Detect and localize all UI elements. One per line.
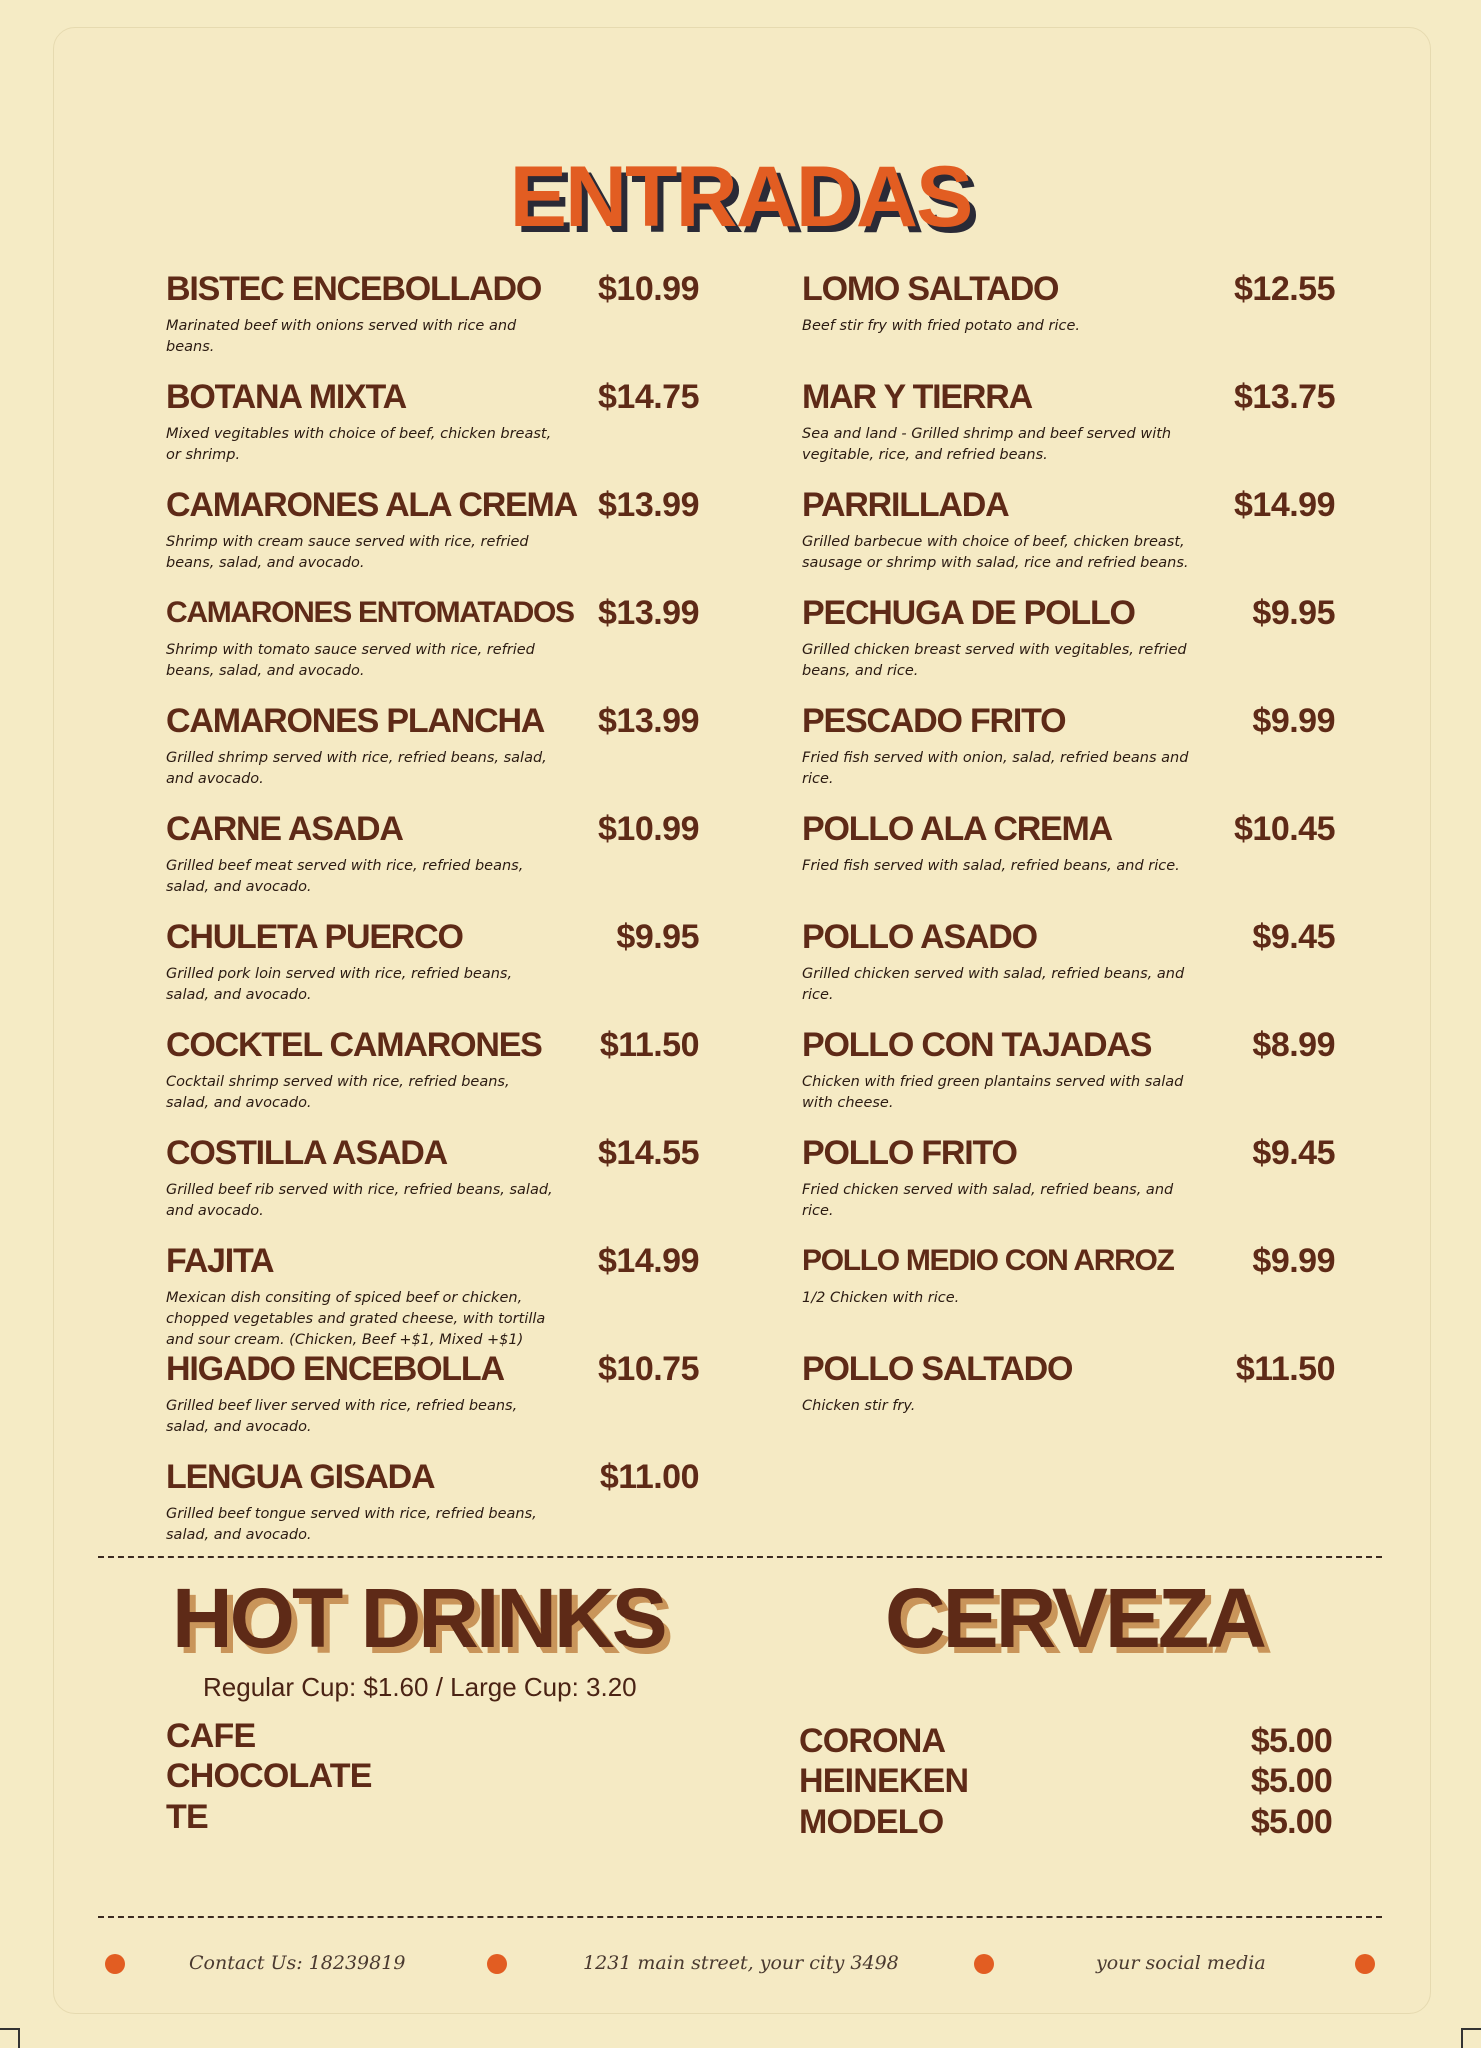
menu-item: [166, 1026, 699, 1134]
item-name: CAMARONES PLANCHA: [166, 702, 545, 740]
menu-item: [802, 1350, 1335, 1458]
item-name: PARRILLADA: [802, 486, 1009, 524]
menu-item: [802, 1242, 1335, 1350]
item-description: Shrimp with cream sauce served with rice, refried beans, salad, and avocado.: [166, 534, 529, 571]
item-description: Grilled beef tongue served with rice, refried beans, salad, and avocado.: [166, 1506, 537, 1543]
item-name: PECHUGA DE POLLO: [802, 594, 1135, 632]
item-price: $9.45: [1252, 918, 1335, 956]
menu-item: [802, 1026, 1335, 1134]
item-price: $11.00: [599, 1458, 699, 1496]
item-price: $9.95: [616, 918, 699, 956]
menu-item: [166, 810, 699, 918]
item-description: Chicken with fried green plantains served with salad with cheese.: [802, 1074, 1184, 1111]
item-name: POLLO FRITO: [802, 1134, 1017, 1172]
item-price: $14.55: [598, 1134, 699, 1172]
item-price: $13.99: [598, 594, 699, 632]
hot-drink-item: TE: [166, 1798, 208, 1836]
item-name: COSTILLA ASADA: [166, 1134, 447, 1172]
beer-name: HEINEKEN: [799, 1762, 969, 1800]
item-price: $9.99: [1252, 1242, 1335, 1280]
crop-mark-icon: [0, 2028, 20, 2048]
item-price: $11.50: [599, 1026, 699, 1064]
cup-price-note: Regular Cup: $1.60 / Large Cup: 3.20: [203, 1672, 637, 1702]
item-name: CAMARONES ALA CREMA: [166, 486, 577, 524]
item-description: Grilled shrimp served with rice, refried beans, salad, and avocado.: [166, 750, 547, 787]
beer-price: $5.00: [1250, 1803, 1332, 1841]
item-name: POLLO ASADO: [802, 918, 1037, 956]
entradas-title: ENTRADAS: [509, 149, 972, 245]
item-description: 1/2 Chicken with rice.: [802, 1290, 960, 1306]
item-price: $9.45: [1252, 1134, 1335, 1172]
item-name: FAJITA: [166, 1242, 274, 1280]
entradas-right-column: [802, 270, 1335, 1458]
menu-item: [802, 270, 1335, 378]
item-name: CAMARONES ENTOMATADOS: [166, 596, 574, 629]
item-name: COCKTEL CAMARONES: [166, 1026, 542, 1064]
contact-phone: Contact Us: 18239819: [189, 1952, 406, 1974]
item-description: Marinated beef with onions served with rice and beans.: [166, 318, 517, 355]
item-price: $9.99: [1252, 702, 1335, 740]
beer-item: [799, 1802, 1332, 1842]
bullet-dot-icon: [974, 1954, 994, 1974]
menu-item: [802, 1134, 1335, 1242]
footer: [0, 1948, 1481, 1980]
footer-divider: [98, 1916, 1382, 1918]
item-price: $13.99: [598, 702, 699, 740]
item-description: Chicken stir fry.: [802, 1398, 916, 1414]
menu-item: [166, 1242, 699, 1350]
menu-item: [802, 378, 1335, 486]
address: 1231 main street, your city 3498: [583, 1952, 899, 1974]
section-divider: [98, 1556, 1382, 1558]
item-description: Shrimp with tomato sauce served with rice, refried beans, salad, and avocado.: [166, 642, 535, 679]
item-name: POLLO MEDIO CON ARROZ: [802, 1244, 1174, 1277]
menu-item: [166, 378, 699, 486]
item-price: $12.55: [1234, 270, 1335, 308]
beer-item: [799, 1761, 1332, 1801]
menu-item: [802, 918, 1335, 1026]
item-price: $10.45: [1234, 810, 1335, 848]
hot-drink-item: CHOCOLATE: [166, 1757, 372, 1795]
beer-price: $5.00: [1250, 1722, 1332, 1760]
menu-item: [166, 594, 699, 702]
item-price: $13.99: [598, 486, 699, 524]
item-price: $14.75: [598, 378, 699, 416]
menu-item: [802, 810, 1335, 918]
cerveza-title: CERVEZA: [885, 1571, 1264, 1665]
item-description: Mexican dish consiting of spiced beef or chicken, chopped vegetables and grated cheese, with tortilla and sour cream. (Chicken, Beef +$1, Mixed +$1): [166, 1290, 546, 1348]
item-description: Grilled beef liver served with rice, refried beans, salad, and avocado.: [166, 1398, 518, 1435]
beer-price: $5.00: [1250, 1762, 1332, 1800]
item-name: CHULETA PUERCO: [166, 918, 463, 956]
item-price: $10.99: [598, 270, 699, 308]
menu-item: [802, 486, 1335, 594]
item-name: MAR Y TIERRA: [802, 378, 1032, 416]
item-description: Mixed vegitables with choice of beef, chicken breast, or shrimp.: [166, 426, 552, 463]
item-description: Grilled pork loin served with rice, refried beans, salad, and avocado.: [166, 966, 513, 1003]
menu-item: [166, 486, 699, 594]
menu-item: [166, 918, 699, 1026]
beer-name: CORONA: [799, 1722, 946, 1760]
item-price: $11.50: [1235, 1350, 1335, 1388]
item-description: Fried fish served with onion, salad, refried beans and rice.: [802, 750, 1189, 787]
bullet-dot-icon: [487, 1954, 507, 1974]
item-description: Grilled beef meat served with rice, refried beans, salad, and avocado.: [166, 858, 524, 895]
item-price: $9.95: [1252, 594, 1335, 632]
menu-item: [166, 1134, 699, 1242]
item-description: Cocktail shrimp served with rice, refried beans, salad, and avocado.: [166, 1074, 510, 1111]
bullet-dot-icon: [105, 1954, 125, 1974]
item-name: BISTEC ENCEBOLLADO: [166, 270, 542, 308]
social-media: your social media: [1096, 1952, 1266, 1974]
menu-item: [166, 270, 699, 378]
item-description: Grilled chicken breast served with vegitables, refried beans, and rice.: [802, 642, 1187, 679]
item-name: HIGADO ENCEBOLLA: [166, 1350, 504, 1388]
item-price: $8.99: [1252, 1026, 1335, 1064]
item-description: Fried chicken served with salad, refried beans, and rice.: [802, 1182, 1174, 1219]
menu-item: [802, 702, 1335, 810]
item-description: Grilled beef rib served with rice, refried beans, salad, and avocado.: [166, 1182, 553, 1219]
item-name: POLLO SALTADO: [802, 1350, 1073, 1388]
hot-drinks-title: HOT DRINKS: [172, 1571, 665, 1665]
item-description: Sea and land - Grilled shrimp and beef served with vegitable, rice, and refried beans.: [802, 426, 1172, 463]
item-description: Beef stir fry with fried potato and rice.: [802, 318, 1080, 334]
hot-drink-item: CAFE: [166, 1717, 256, 1755]
menu-item: [166, 1458, 699, 1566]
item-name: LOMO SALTADO: [802, 270, 1059, 308]
item-description: Grilled barbecue with choice of beef, chicken breast, sausage or shrimp with salad, rice and refried beans.: [802, 534, 1189, 571]
item-name: CARNE ASADA: [166, 810, 403, 848]
menu-item: [166, 702, 699, 810]
item-name: POLLO CON TAJADAS: [802, 1026, 1152, 1064]
item-price: $13.75: [1234, 378, 1335, 416]
item-description: Grilled chicken served with salad, refried beans, and rice.: [802, 966, 1185, 1003]
item-price: $14.99: [1234, 486, 1335, 524]
item-name: BOTANA MIXTA: [166, 378, 406, 416]
bullet-dot-icon: [1355, 1954, 1375, 1974]
item-price: $10.99: [598, 810, 699, 848]
item-name: PESCADO FRITO: [802, 702, 1066, 740]
item-description: Fried fish served with salad, refried beans, and rice.: [802, 858, 1180, 874]
item-price: $10.75: [598, 1350, 699, 1388]
item-price: $14.99: [598, 1242, 699, 1280]
menu-item: [166, 1350, 699, 1458]
item-name: POLLO ALA CREMA: [802, 810, 1113, 848]
item-name: LENGUA GISADA: [166, 1458, 435, 1496]
menu-item: [802, 594, 1335, 702]
crop-mark-icon: [1461, 2028, 1481, 2048]
beer-name: MODELO: [799, 1803, 944, 1841]
entradas-left-column: [166, 270, 699, 1566]
beer-item: [799, 1721, 1332, 1761]
